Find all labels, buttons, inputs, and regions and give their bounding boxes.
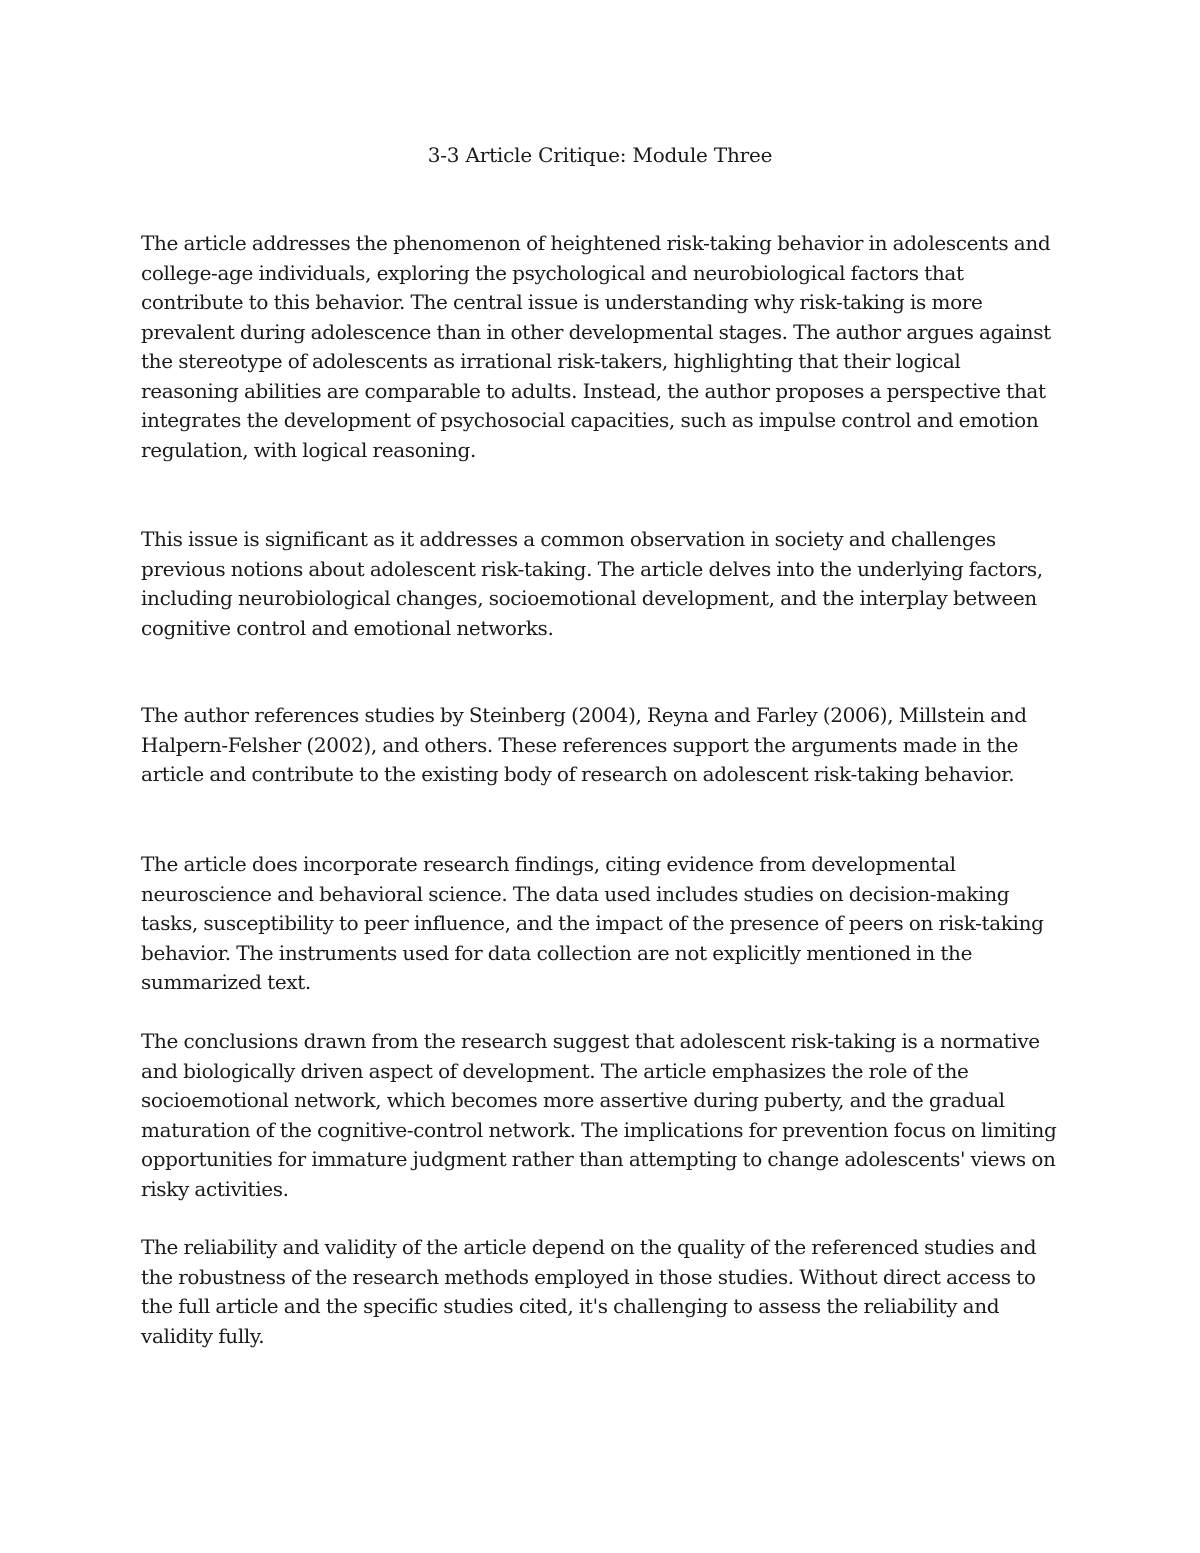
paragraph-reliability-validity: The reliability and validity of the article depend on the quality of the referenced studies and the robustness of the research methods employed in those studies. Without direct access to the full article and the specific studies cited, it's challenging to assess the reliability and validity fully. bbox=[141, 1235, 1037, 1348]
paragraph-conclusions: The conclusions drawn from the research suggest that adolescent risk-taking is a normative and biologically driven aspect of development. The article emphasizes the role of the socioemotional network, which becomes more assertive during puberty, and the gradual maturation of the cognitive-control network. The implications for prevention focus on limiting opportunities for immature judgment rather than attempting to change adolescents' views on risky activities. bbox=[141, 1029, 1057, 1201]
paragraph-issue-overview: The article addresses the phenomenon of heightened risk-taking behavior in adolescents and college-age individuals, exploring the psychological and neurobiological factors that contribute to this behavior. The central issue is understanding why risk-taking is more prevalent during adolescence than in other developmental stages. The author argues against the stereotype of adolescents as irrational risk-takers, highlighting that their logical reasoning abilities are comparable to adults. Instead, the author proposes a perspective that integrates the development of psychosocial capacities, such as impulse control and emotion regulation, with logical reasoning. bbox=[141, 231, 1051, 462]
paragraph-references: The author references studies by Steinberg (2004), Reyna and Farley (2006), Millstein and Halpern-Felsher (2002), and others. These references support the arguments made in the article and contribute to the existing body of research on adolescent risk-taking behavior. bbox=[141, 703, 1027, 786]
paragraph-research-findings: The article does incorporate research findings, citing evidence from developmental neuroscience and behavioral science. The data used includes studies on decision-making tasks, susceptibility to peer influence, and the impact of the presence of peers on risk-taking behavior. The instruments used for data collection are not explicitly mentioned in the summarized text. bbox=[141, 852, 1044, 994]
paragraph-significance: This issue is significant as it addresses a common observation in society and challenges previous notions about adolescent risk-taking. The article delves into the underlying factors, including neurobiological changes, socioemotional development, and the interplay between cognitive control and emotional networks. bbox=[141, 527, 1043, 640]
document-title: 3-3 Article Critique: Module Three bbox=[427, 143, 773, 167]
